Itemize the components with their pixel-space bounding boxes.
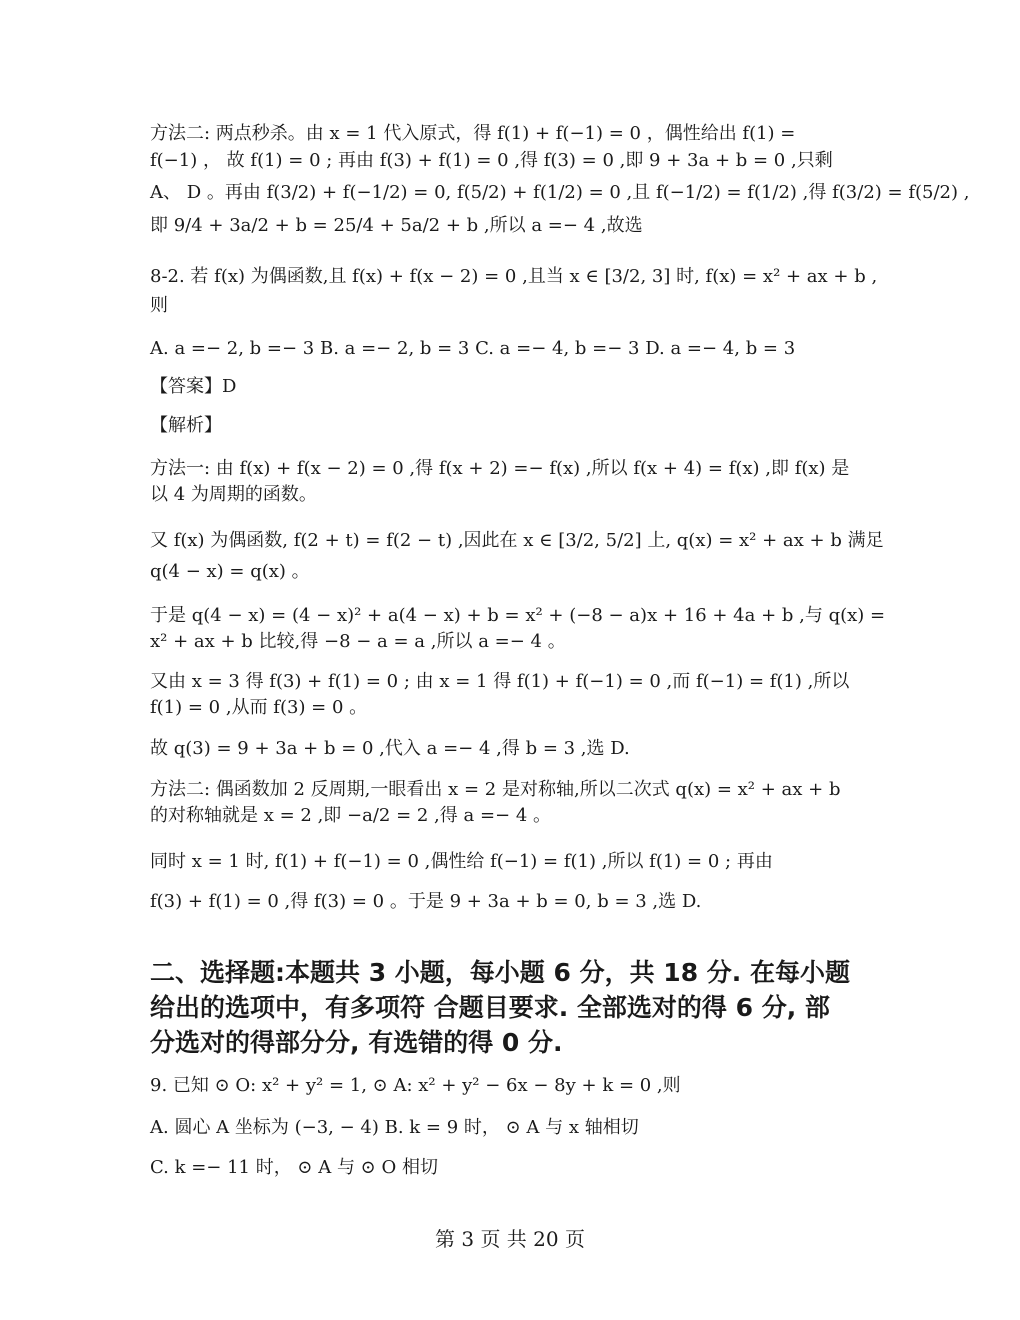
question-9-option-c: C. k =− 11 时， ⊙ A 与 ⊙ O 相切	[150, 1157, 438, 1178]
method1-line-5: 于是 q(4 − x) = (4 − x)² + a(4 − x) + b = x² + (−8 − a)x + 16 + 4a + b ,与 q(x) =	[150, 605, 886, 626]
question-8-2-options: A. a =− 2, b =− 3 B. a =− 2, b = 3 C. a =− 4, b =− 3 D. a =− 4, b = 3	[150, 338, 796, 359]
question-8-2-stem: 8-2. 若 f(x) 为偶函数,且 f(x) + f(x − 2) = 0 ,且当 x ∈ [3/2, 3] 时, f(x) = x² + ax + b ,	[150, 266, 878, 287]
method2b-line-4: f(3) + f(1) = 0 ,得 f(3) = 0 。于是 9 + 3a + b = 0, b = 3 ,选 D.	[150, 891, 702, 912]
method2-line-4: 即 9/4 + 3a/2 + b = 25/4 + 5a/2 + b ,所以 a =− 4 ,故选	[150, 215, 643, 236]
analysis-label: 【解析】	[150, 415, 222, 436]
page-footer: 第 3 页 共 20 页	[435, 1227, 585, 1251]
method2-line-2: f(−1) ， 故 f(1) = 0 ; 再由 f(3) + f(1) = 0 ,得 f(3) = 0 ,即 9 + 3a + b = 0 ,只剩	[150, 150, 833, 171]
section-heading-line-1: 二、选择题:本题共 3 小题，每小题 6 分，共 18 分. 在每小题	[150, 958, 851, 987]
method1-line-6: x² + ax + b 比较,得 −8 − a = a ,所以 a =− 4 。	[150, 631, 566, 652]
method1-line-7: 又由 x = 3 得 f(3) + f(1) = 0 ; 由 x = 1 得 f(1) + f(−1) = 0 ,而 f(−1) = f(1) ,所以	[150, 671, 850, 692]
question-9-options-ab: A. 圆心 A 坐标为 (−3, − 4) B. k = 9 时， ⊙ A 与 x 轴相切	[150, 1117, 639, 1138]
question-8-2-stem-cont: 则	[150, 295, 168, 316]
method2-line-3: A、 D 。再由 f(3/2) + f(−1/2) = 0, f(5/2) + f(1/2) = 0 ,且 f(−1/2) = f(1/2) ,得 f(3/2) = f(5/2) ,	[150, 182, 970, 203]
method1-line-8: f(1) = 0 ,从而 f(3) = 0 。	[150, 697, 368, 718]
method2b-line-3: 同时 x = 1 时, f(1) + f(−1) = 0 ,偶性给 f(−1) = f(1) ,所以 f(1) = 0 ; 再由	[150, 851, 773, 872]
method1-line-4: q(4 − x) = q(x) 。	[150, 561, 310, 582]
method2b-line-1: 方法二: 偶函数加 2 反周期,一眼看出 x = 2 是对称轴,所以二次式 q(x) = x² + ax + b	[150, 779, 841, 800]
method1-line-2: 以 4 为周期的函数。	[150, 484, 317, 505]
answer-label: 【答案】D	[150, 376, 237, 397]
method1-line-1: 方法一: 由 f(x) + f(x − 2) = 0 ,得 f(x + 2) =− f(x) ,所以 f(x + 4) = f(x) ,即 f(x) 是	[150, 458, 850, 479]
question-9-stem: 9. 已知 ⊙ O: x² + y² = 1, ⊙ A: x² + y² − 6x − 8y + k = 0 ,则	[150, 1075, 681, 1096]
method2-line-1: 方法二: 两点秒杀。由 x = 1 代入原式，得 f(1) + f(−1) = 0 ，偶性给出 f(1) =	[150, 123, 796, 144]
section-heading-line-3: 分选对的得部分分, 有选错的得 0 分.	[150, 1028, 563, 1057]
method1-line-3: 又 f(x) 为偶函数, f(2 + t) = f(2 − t) ,因此在 x ∈ [3/2, 5/2] 上, q(x) = x² + ax + b 满足	[150, 530, 884, 551]
method1-line-9: 故 q(3) = 9 + 3a + b = 0 ,代入 a =− 4 ,得 b = 3 ,选 D.	[150, 738, 630, 759]
method2b-line-2: 的对称轴就是 x = 2 ,即 −a/2 = 2 ,得 a =− 4 。	[150, 805, 551, 826]
section-heading-line-2: 给出的选项中，有多项符 合题目要求. 全部选对的得 6 分, 部	[150, 993, 830, 1022]
